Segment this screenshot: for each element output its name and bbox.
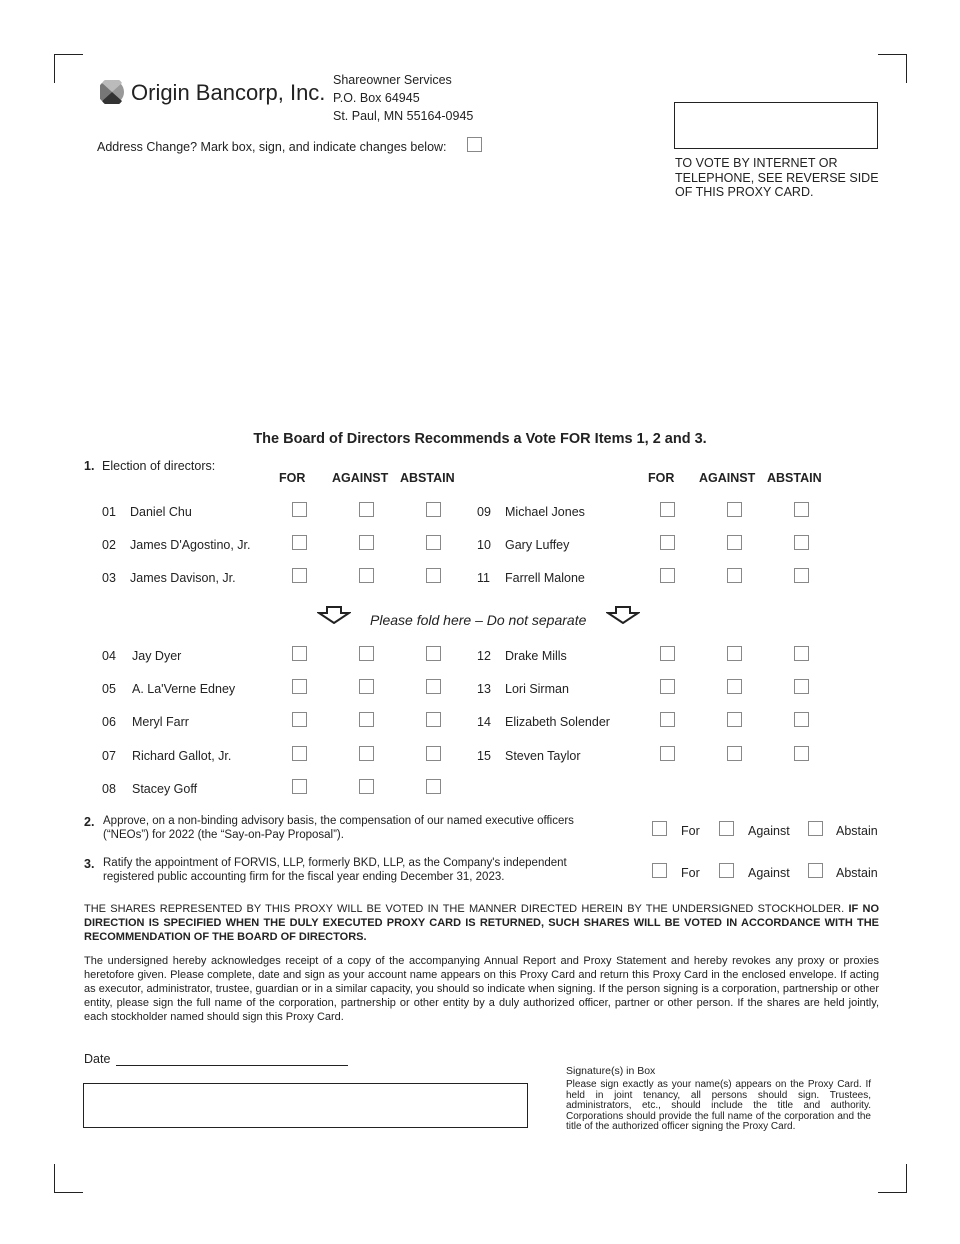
vote-against-checkbox-04[interactable] xyxy=(359,646,374,661)
proposal-for-checkbox[interactable] xyxy=(652,863,667,878)
vote-against-checkbox-11[interactable] xyxy=(727,568,742,583)
vote-abstain-checkbox-09[interactable] xyxy=(794,502,809,517)
date-field[interactable] xyxy=(116,1065,348,1066)
director-name: Jay Dyer xyxy=(132,649,182,663)
vote-abstain-checkbox-06[interactable] xyxy=(426,712,441,727)
director-name: Gary Luffey xyxy=(505,538,570,552)
director-name: Stacey Goff xyxy=(132,782,198,796)
proposal-against-checkbox[interactable] xyxy=(719,863,734,878)
vote-instructions-note xyxy=(675,156,879,200)
vote-against-checkbox-03[interactable] xyxy=(359,568,374,583)
director-number: 09 xyxy=(477,505,491,519)
proposal-abstain-checkbox[interactable] xyxy=(808,821,823,836)
vote-for-checkbox-13[interactable] xyxy=(660,679,675,694)
proposal-text: Ratify the appointment of FORVIS, LLP, formerly BKD, LLP, as the Company's independent xyxy=(103,857,567,869)
vote-for-checkbox-10[interactable] xyxy=(660,535,675,550)
crop-mark xyxy=(878,54,907,83)
vote-against-checkbox-05[interactable] xyxy=(359,679,374,694)
column-header-for: FOR xyxy=(648,471,675,485)
director-name: Steven Taylor xyxy=(505,749,581,763)
vote-for-checkbox-11[interactable] xyxy=(660,568,675,583)
vote-for-checkbox-05[interactable] xyxy=(292,679,307,694)
vote-for-checkbox-01[interactable] xyxy=(292,502,307,517)
vote-abstain-checkbox-05[interactable] xyxy=(426,679,441,694)
vote-abstain-checkbox-01[interactable] xyxy=(426,502,441,517)
date-label: Date xyxy=(84,1052,111,1066)
vote-against-checkbox-02[interactable] xyxy=(359,535,374,550)
director-name: Drake Mills xyxy=(505,649,567,663)
vote-against-checkbox-15[interactable] xyxy=(727,746,742,761)
vote-against-checkbox-08[interactable] xyxy=(359,779,374,794)
vote-against-checkbox-06[interactable] xyxy=(359,712,374,727)
vote-for-checkbox-12[interactable] xyxy=(660,646,675,661)
vote-abstain-checkbox-08[interactable] xyxy=(426,779,441,794)
vote-abstain-checkbox-10[interactable] xyxy=(794,535,809,550)
director-number: 14 xyxy=(477,715,491,729)
column-header-against: AGAINST xyxy=(332,471,389,485)
proposal-text: Approve, on a non-binding advisory basis, the compensation of our named executive officers xyxy=(103,815,574,827)
note-line: OF THIS PROXY CARD. xyxy=(675,185,814,199)
vote-for-checkbox-03[interactable] xyxy=(292,568,307,583)
control-number-box xyxy=(674,102,878,149)
director-name: Richard Gallot, Jr. xyxy=(132,749,232,763)
proposal-for-label: For xyxy=(681,824,700,838)
vote-for-checkbox-06[interactable] xyxy=(292,712,307,727)
vote-abstain-checkbox-15[interactable] xyxy=(794,746,809,761)
vote-against-checkbox-12[interactable] xyxy=(727,646,742,661)
director-number: 01 xyxy=(102,505,116,519)
proposal-abstain-label: Abstain xyxy=(836,866,878,880)
proposal-against-label: Against xyxy=(748,866,790,880)
vote-against-checkbox-09[interactable] xyxy=(727,502,742,517)
director-name: Daniel Chu xyxy=(130,505,192,519)
proposal-abstain-label: Abstain xyxy=(836,824,878,838)
proposal-for-checkbox[interactable] xyxy=(652,821,667,836)
address-line: Shareowner Services xyxy=(333,73,452,87)
vote-for-checkbox-15[interactable] xyxy=(660,746,675,761)
column-header-for: FOR xyxy=(279,471,306,485)
director-number: 06 xyxy=(102,715,116,729)
vote-against-checkbox-14[interactable] xyxy=(727,712,742,727)
director-number: 07 xyxy=(102,749,116,763)
note-line: TO VOTE BY INTERNET OR xyxy=(675,156,838,170)
vote-for-checkbox-04[interactable] xyxy=(292,646,307,661)
director-number: 03 xyxy=(102,571,116,585)
proposal-number: 2. xyxy=(84,815,95,829)
vote-abstain-checkbox-13[interactable] xyxy=(794,679,809,694)
column-header-abstain: ABSTAIN xyxy=(767,471,822,485)
fold-arrow-icon xyxy=(317,606,351,624)
proposal-against-label: Against xyxy=(748,824,790,838)
address-line: St. Paul, MN 55164-0945 xyxy=(333,109,474,123)
vote-against-checkbox-01[interactable] xyxy=(359,502,374,517)
shares-statement-normal: THE SHARES REPRESENTED BY THIS PROXY WILL BE VOTED IN THE MANNER DIRECTED HEREIN BY THE UNDERSIGNED STOCKHOLDER. xyxy=(84,903,849,915)
crop-mark xyxy=(54,54,83,83)
fold-instruction: Please fold here – Do not separate xyxy=(370,612,587,628)
proposal-text: (“NEOs”) for 2022 (the “Say-on-Pay Proposal”). xyxy=(103,829,344,841)
item1-label: Election of directors: xyxy=(102,459,216,473)
vote-abstain-checkbox-04[interactable] xyxy=(426,646,441,661)
shares-statement xyxy=(84,902,879,944)
director-name: Farrell Malone xyxy=(505,571,585,585)
director-name: James D'Agostino, Jr. xyxy=(130,538,251,552)
vote-for-checkbox-14[interactable] xyxy=(660,712,675,727)
address-change-label: Address Change? Mark box, sign, and indicate changes below: xyxy=(97,140,447,154)
vote-against-checkbox-10[interactable] xyxy=(727,535,742,550)
vote-abstain-checkbox-12[interactable] xyxy=(794,646,809,661)
column-header-abstain: ABSTAIN xyxy=(400,471,455,485)
vote-abstain-checkbox-02[interactable] xyxy=(426,535,441,550)
company-name: Origin Bancorp, Inc. xyxy=(131,80,326,105)
director-number: 08 xyxy=(102,782,116,796)
item1-number: 1. xyxy=(84,459,95,473)
note-line: TELEPHONE, SEE REVERSE SIDE xyxy=(675,170,879,185)
vote-against-checkbox-13[interactable] xyxy=(727,679,742,694)
vote-for-checkbox-09[interactable] xyxy=(660,502,675,517)
column-header-against: AGAINST xyxy=(699,471,756,485)
director-name: Michael Jones xyxy=(505,505,585,519)
director-number: 02 xyxy=(102,538,116,552)
vote-abstain-checkbox-03[interactable] xyxy=(426,568,441,583)
vote-for-checkbox-08[interactable] xyxy=(292,779,307,794)
vote-abstain-checkbox-14[interactable] xyxy=(794,712,809,727)
crop-mark xyxy=(54,1164,83,1193)
mailing-address xyxy=(333,71,473,125)
signature-instructions: Please sign exactly as your name(s) appears on the Proxy Card. If held in joint tenancy, all persons should sign. Trustees, administrators, etc., should include the title and authority. Corporations should provide the full name of the corporation and the title of the authorized officer signing the Proxy Card. xyxy=(566,1079,871,1132)
director-name: A. La'Verne Edney xyxy=(132,682,236,696)
shares-statement-bold: IF NO DIRECTION IS SPECIFIED WHEN THE DULY EXECUTED PROXY CARD IS RETURNED, SUCH SHARES WILL BE VOTED IN ACCORDANCE WITH THE RECOMMENDATION OF THE BOARD OF DIRECTORS. xyxy=(84,903,879,943)
proposal-text: registered public accounting firm for the fiscal year ending December 31, 2023. xyxy=(103,871,505,883)
company-logo-icon xyxy=(100,80,124,104)
crop-mark xyxy=(878,1164,907,1193)
director-name: Elizabeth Solender xyxy=(505,715,610,729)
director-number: 10 xyxy=(477,538,491,552)
proposal-number: 3. xyxy=(84,857,95,871)
signature-label: Signature(s) in Box xyxy=(566,1065,656,1077)
vote-abstain-checkbox-11[interactable] xyxy=(794,568,809,583)
signature-box[interactable] xyxy=(83,1083,528,1128)
proposal-abstain-checkbox[interactable] xyxy=(808,863,823,878)
director-number: 15 xyxy=(477,749,491,763)
address-change-checkbox[interactable] xyxy=(467,137,482,152)
director-number: 11 xyxy=(477,571,490,585)
director-name: James Davison, Jr. xyxy=(130,571,236,585)
vote-abstain-checkbox-07[interactable] xyxy=(426,746,441,761)
fold-arrow-icon xyxy=(606,606,640,624)
proposal-against-checkbox[interactable] xyxy=(719,821,734,836)
ballot-title: The Board of Directors Recommends a Vote FOR Items 1, 2 and 3. xyxy=(253,431,707,447)
director-number: 05 xyxy=(102,682,116,696)
address-line: P.O. Box 64945 xyxy=(333,91,420,105)
vote-for-checkbox-02[interactable] xyxy=(292,535,307,550)
vote-against-checkbox-07[interactable] xyxy=(359,746,374,761)
director-number: 13 xyxy=(477,682,491,696)
proposal-for-label: For xyxy=(681,866,700,880)
director-number: 04 xyxy=(102,649,116,663)
vote-for-checkbox-07[interactable] xyxy=(292,746,307,761)
director-name: Lori Sirman xyxy=(505,682,569,696)
acknowledgement-text: The undersigned hereby acknowledges receipt of a copy of the accompanying Annual Report and Proxy Statement and hereby revokes any proxy or proxies heretofore given. Please complete, date and sign as your account name appears on this Proxy Card and return this Proxy Card in the enclosed envelope. If acting as executor, administrator, trustee, guardian or in a similar capacity, you should so indicate when signing. If the person signing is a corporation, partnership or other entity, please sign the full name of the corporation, partnership or other entity by a duly authorized officer, partner or other person. If the shares are held jointly, each stockholder named should sign this Proxy Card. xyxy=(84,955,879,1023)
director-name: Meryl Farr xyxy=(132,715,189,729)
director-number: 12 xyxy=(477,649,491,663)
